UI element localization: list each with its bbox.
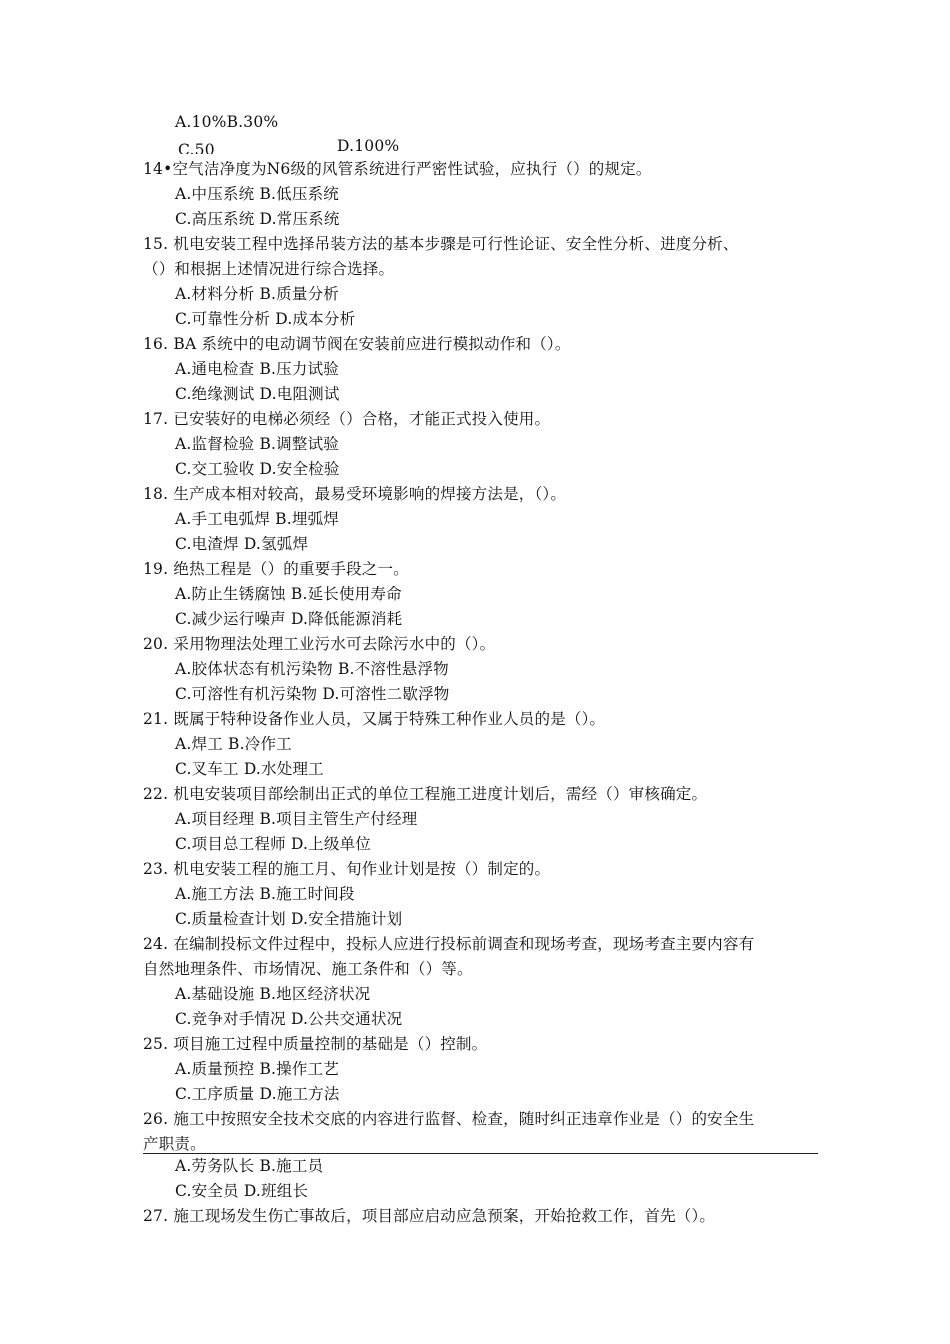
option-line: A.监督检验 B.调整试验 <box>175 435 339 453</box>
question-stem: 19. 绝热工程是（）的重要手段之一。 <box>143 560 409 578</box>
option-line: A.质量预控 B.操作工艺 <box>175 1060 339 1078</box>
question-stem-continued: 产职责。 <box>143 1135 206 1153</box>
option-d: D.100% <box>337 137 400 155</box>
option-line: C.叉车工 D.水处理工 <box>175 760 324 778</box>
option-line: A.手工电弧焊 B.埋弧焊 <box>175 510 339 528</box>
question-stem-continued: 自然地理条件、市场情况、施工条件和（）等。 <box>143 960 473 978</box>
question-stem: 21. 既属于特种设备作业人员，又属于特殊工种作业人员的是（）。 <box>143 710 606 728</box>
question-stem: 24. 在编制投标文件过程中，投标人应进行投标前调查和现场考查，现场考查主要内容有 <box>143 935 755 953</box>
option-line: A.劳务队长 B.施工员 <box>175 1157 324 1175</box>
question-stem: 17. 已安装好的电梯必须经（）合格，才能正式投入使用。 <box>143 410 551 428</box>
option-line: A.通电检查 B.压力试验 <box>175 360 339 378</box>
option-line: C.竞争对手情况 D.公共交通状况 <box>175 1010 403 1028</box>
option-line: A.胶体状态有机污染物 B.不溶性悬浮物 <box>175 660 449 678</box>
option-line: C.项目总工程师 D.上级单位 <box>175 835 371 853</box>
question-stem: 20. 采用物理法处理工业污水可去除污水中的（）。 <box>143 635 496 653</box>
question-stem: 15. 机电安装工程中选择吊装方法的基本步骤是可行性论证、安全性分析、进度分析、 <box>143 235 739 253</box>
option-line: A.项目经理 B.项目主管生产付经理 <box>175 810 418 828</box>
option-line: C.质量检查计划 D.安全措施计划 <box>175 910 403 928</box>
option-line: A.防止生锈腐蚀 B.延长使用寿命 <box>175 585 402 603</box>
option-line: C.交工验收 D.安全检验 <box>175 460 340 478</box>
option-line: C.可溶性有机污染物 D.可溶性二歇浮物 <box>175 685 450 703</box>
option-line: A.10%B.30% <box>175 113 279 131</box>
option-c-partial: C.50 <box>178 141 215 154</box>
option-line: A.材料分析 B.质量分析 <box>175 285 339 303</box>
option-line: C.电渣焊 D.氢弧焊 <box>175 535 309 553</box>
option-line: A.施工方法 B.施工时间段 <box>175 885 355 903</box>
horizontal-rule <box>143 1153 818 1154</box>
option-line: C.减少运行噪声 D.降低能源消耗 <box>175 610 403 628</box>
question-stem: 18. 生产成本相对较高，最易受环境影响的焊接方法是，（）。 <box>143 485 567 503</box>
question-stem: 23. 机电安装工程的施工月、旬作业计划是按（）制定的。 <box>143 860 551 878</box>
option-line: A.中压系统 B.低压系统 <box>175 185 339 203</box>
option-line: C.绝缘测试 D.电阻测试 <box>175 385 340 403</box>
question-stem: 16. BA 系统中的电动调节阀在安装前应进行模拟动作和（）。 <box>143 335 571 353</box>
option-line: C.可靠性分析 D.成本分析 <box>175 310 356 328</box>
question-stem: 27. 施工现场发生伤亡事故后，项目部应启动应急预案，开始抢救工作，首先（）。 <box>143 1207 716 1225</box>
option-line: C.高压系统 D.常压系统 <box>175 210 340 228</box>
option-line: C.安全员 D.班组长 <box>175 1182 309 1200</box>
question-stem: 22. 机电安装项目部绘制出正式的单位工程施工进度计划后，需经（）审核确定。 <box>143 785 708 803</box>
question-stem: 26. 施工中按照安全技术交底的内容进行监督、检查，随时纠正违章作业是（）的安全生 <box>143 1110 755 1128</box>
question-stem: 14•空气洁净度为N6级的风管系统进行严密性试验，应执行（）的规定。 <box>143 160 652 178</box>
question-stem-continued: （）和根据上述情况进行综合选择。 <box>143 260 395 278</box>
question-stem: 25. 项目施工过程中质量控制的基础是（）控制。 <box>143 1035 488 1053</box>
option-line: C.工序质量 D.施工方法 <box>175 1085 340 1103</box>
option-line: A.焊工 B.冷作工 <box>175 735 292 753</box>
option-line: A.基础设施 B.地区经济状况 <box>175 985 371 1003</box>
